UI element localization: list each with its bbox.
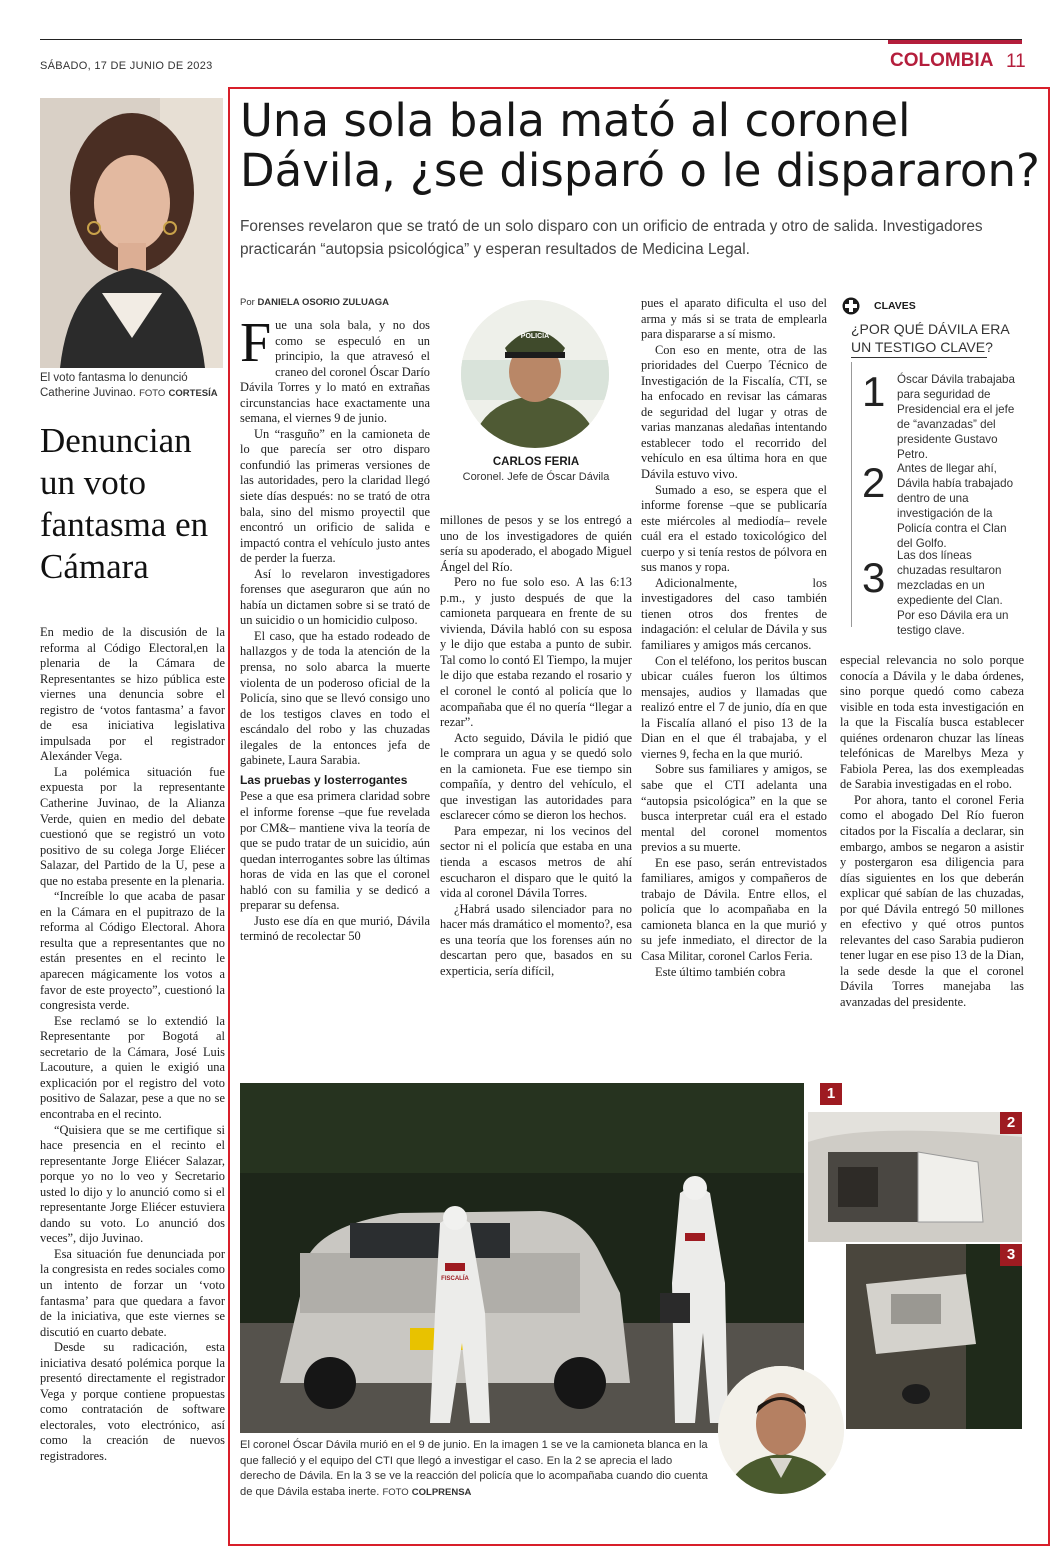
paragraph: Con el teléfono, los peritos buscan ubicar cuáles fueron los últimos mensajes, audios y llamadas que realizó entre el 7 de junio, día en que la Fiscalía allanó el piso 13 de la Dian en el que él trabajaba, y el viernes 9, fecha en la que murió. — [641, 653, 827, 761]
clave-text-2: Antes de llegar ahí, Dávila había trabajado dentro de una investigación de la Policía contra el Clan del Golfo. — [897, 462, 1014, 550]
side-story-body — [40, 625, 225, 1465]
main-column-2 — [440, 513, 632, 979]
lead-paragraph — [240, 312, 430, 427]
clave-text-3: Las dos líneas chuzadas resultaron mezcladas en un expediente del Clan. Por eso Dávila era un testigo clave. — [897, 549, 1009, 637]
carlos-feria-portrait — [461, 300, 609, 448]
cap-text: POLICÍA — [520, 333, 550, 340]
claves-side-rule — [851, 362, 852, 627]
paragraph: millones de pesos y se los entregó a uno de los investigadores de quién sería su apoderado, el abogado Miguel Ángel del Río. — [440, 513, 632, 574]
main-column-3 — [641, 296, 827, 980]
vehicle-interior-photo — [808, 1112, 1022, 1242]
claves-divider — [851, 357, 987, 358]
page-number: 11 — [1006, 51, 1026, 72]
paragraph: El caso, que ha estado rodeado de hallazgos y de toda la atención de la prensa, no solo abarca la muerte violenta de un poderoso oficial de la Policía, sino que se llevó consigo uno de los testigos claves en todo el escándalo del robo y las chuzadas ilegales de la entonces jefa de gabinete, Laura Sarabia. — [240, 628, 430, 768]
paragraph: Pero no fue solo eso. A las 6:13 p.m., y justo después de que la camioneta parqueara en frente de su vivienda, Dávila habló con su esposa y le dijo que estaba a punto de subir. Tal como lo contó El Tiempo, la mujer le dijo que estaba rezando el rosario y el coronel le contó al policía que lo acompañaba que él no quería “llegar a rezar”. — [440, 575, 632, 730]
crime-scene-illustration — [240, 1083, 804, 1433]
credit-prefix: FOTO — [139, 388, 166, 399]
paragraph: “Quisiera que se me certifique si hace presencia en el recinto el representante Jorge Eliécer Salazar, porque yo no lo veo y Secretario usted lo dijo y lo anunció como si el representante Jorge Eliécer estuviera dando su voto. Lo anunció dos veces”, dijo Juvinao. — [40, 1122, 225, 1246]
side-headline: Denuncian un voto fantasma en Cámara — [40, 421, 209, 586]
paragraph: Adicionalmente, los investigadores del caso también tienen otros dos frentes de indagación: el celular de Dávila y sus familiares y amigos más cercanos. — [641, 575, 827, 653]
lead-text: ue una sola bala, y no dos como se especuló en un principio, la que atravesó el craneo del coronel Óscar Darío Dávila Torres y lo mató en extrañas circunstancias hace exactamente una semana, el viernes 9 de junio. — [240, 318, 430, 426]
paragraph: Justo ese día en que murió, Dávila terminó de recolectar 50 — [240, 913, 430, 944]
paragraph: Pese a que esa primera claridad sobre el informe forense –que fue revelada por CM&– mantiene viva la teoría de que se pudo tratar de un suicidio, aún quedan interrogantes sobre las últimas horas de vida en las que el coronel habló con su familia y se dedicó a preparar su defensa. — [240, 789, 430, 913]
main-headline: Una sola bala mató al coronel Dávila, ¿se disparó o le dispararon? — [240, 94, 1040, 197]
paragraph: ¿Habrá usado silenciador para no hacer más dramático el momento?, esa es una teoría que los forenses aún no descartan pero que, basados en su experticia, sería difícil, — [440, 901, 632, 978]
credit-name: CORTESÍA — [168, 388, 218, 399]
paragraph: especial relevancia no solo porque conocía a Dávila y le daba órdenes, sino porque quedó como cabeza visible en toda esta investigación en la que la Fiscalía busca establecer quiénes ordenaron chuzar las líneas telefónicas de Marelbys Meza y Fabiola Perea, las dos exempleadas de Sarabia investigadas en el robo. — [840, 653, 1024, 792]
clave-text-1: Óscar Dávila trabajaba para seguridad de Presidencial era el jefe de “avanzadas” del presidente Gustavo Petro. — [897, 373, 1015, 461]
claves-question: ¿POR QUÉ DÁVILA ERA UN TESTIGO CLAVE? — [851, 321, 1009, 355]
davila-illustration — [718, 1366, 844, 1494]
paragraph: En ese paso, serán entrevistados familiares, amigos y compañeros de trabajo de Dávila. Entre ellos, el policía que lo acompañaba en la camioneta blanca en la que murió y su jefe inmediato, el director de la Casa Militar, coronel Carlos Feria. — [641, 855, 827, 963]
oscar-davila-portrait — [718, 1366, 844, 1494]
plus-cross-icon — [842, 297, 860, 315]
paragraph: Un “rasguño” en la camioneta de lo que parecía ser otro disparo confundió las primeras versiones de las autoridades, pero la claridad llegó siete días después: no se trató de otra bala, sino del mismo proyectil que encontró un orificio de salida e impactó contra el vehículo justo antes de perder la fuerza. — [240, 426, 430, 566]
aerial-scene-illustration — [846, 1244, 1022, 1429]
issue-date: SÁBADO, 17 DE JUNIO DE 2023 — [40, 60, 213, 72]
paragraph: Sobre sus familiares y amigos, se sabe que el CTI adelanta una “autopsia psicológica” en la que se busca interpretar cuál era el estado mental del coronel momentos previos a su muerte. — [641, 762, 827, 855]
paragraph: La polémica situación fue expuesta por la representante Catherine Juvinao, de la Alianza Verde, quien en medio del debate cuestionó que se registró un voto positivo de su colega Jorge Eliécer Salazar, del Partido de la U, pese a que no estaba presente en la plenaria. — [40, 764, 225, 888]
dropcap: F — [240, 312, 272, 374]
section-name: COLOMBIA — [890, 50, 994, 71]
paragraph: Así lo revelaron investigadores forenses que aseguraron que aún no había un dictamen sobre si se trató de un suicidio o un homicidio culposo. — [240, 566, 430, 628]
juvinao-photo — [40, 98, 223, 368]
portrait-name: CARLOS FERIA — [492, 456, 580, 468]
photo-caption — [240, 1438, 710, 1500]
aerial-scene-photo — [846, 1244, 1022, 1429]
paragraph: Este último también cobra — [655, 964, 786, 979]
paragraph: “Increíble lo que acaba de pasar en la Cámara en el pupitrazo de la reforma al Código Electoral. Ahora resulta que a representantes que no están presentes en el recinto le aparecen mágicamente los votos a favor de este proyecto”, cuestionó la congresista verde. — [40, 889, 225, 1013]
photo-badge-3: 3 — [1000, 1244, 1022, 1266]
main-column-1 — [240, 312, 430, 945]
juvinao-photo-caption — [40, 371, 226, 401]
paragraph: Por ahora, tanto el coronel Feria como el abogado Del Río fueron citados por la Fiscalía a declarar, sin embargo, ambos se negaron a asistir y postergaron esa diligencia para días siguientes en los que deberán explicar qué sabían de las chuzadas, por qué Dávila entregó 50 millones en efectivo y qué otros puntos relevantes del caso Sarabia pudieron tener lugar en ese piso 13 de la Dian, la sede desde la que el coronel Dávila Torres manejaba las avanzadas del presidente. — [840, 792, 1024, 1010]
photo-badge-2: 2 — [1000, 1112, 1022, 1134]
paragraph: Para empezar, ni los vecinos del sector ni el policía que estaba en una tienda a escasos metros de ahí escucharon el disparo que le quitó la vida al coronel Dávila Torres. — [440, 823, 632, 901]
main-deck: Forenses revelaron que se trató de un solo disparo con un orificio de entrada y otro de salida. Investigadores practicarán “autopsia psicológica” y esperan resultados de Medicina Legal. — [240, 218, 983, 258]
paragraph: Esa situación fue denunciada por la congresista en redes sociales como un intento de forzar un ‘voto fantasma’ para que quedara a favor de la iniciativa, que este viernes se discutió en cuarto debate. — [40, 1246, 225, 1339]
credit-name: COLPRENSA — [411, 1486, 472, 1498]
claves-label: CLAVES — [874, 300, 916, 312]
paragraph: Ese reclamó se lo extendió la Representante por Bogotá al secretario de la Cámara, José Luis Lacouture, a quien le exigió una explicación por el registro del voto positivo de Salazar, pese a que no se encontraba en el recinto. — [40, 1013, 225, 1121]
crime-scene-photo — [240, 1083, 804, 1433]
paragraph: pues el aparato dificulta el uso del arma y más si se trata de emplearla para dispararse a sí mismo. — [641, 296, 827, 342]
clave-number-2: 2 — [862, 459, 886, 506]
byline-prefix: Por — [240, 297, 255, 308]
vehicle-interior-illustration — [808, 1112, 1022, 1242]
portrait-illustration — [461, 300, 609, 448]
section-accent-bar — [888, 40, 1022, 44]
portrait-role: Coronel. Jefe de Óscar Dávila — [462, 471, 610, 483]
header-rule — [40, 39, 1022, 40]
caption-text: El coronel Óscar Dávila murió en el 9 de junio. En la imagen 1 se ve la camioneta blanca en la que falleció y el equipo del CTI que llegó a investigar el caso. En la 2 se aprecia el lado derecho de Dávila. En la 3 se ve la reacción del policía que lo acompañaba cuando dio cuenta de que Dávila estaba inerte. — [240, 1439, 708, 1498]
paragraph: Desde su radicación, esta iniciativa desató polémica porque la presentó directamente el registrador Vega y porque contiene propuestas como contratación de software electorales, voto electrónico, así como la creación de nuevos registradores. — [40, 1340, 225, 1463]
clave-number-3: 3 — [862, 554, 886, 601]
suit-label: FISCALÍA — [441, 1276, 469, 1282]
caption-text: El voto fantasma lo denunció Catherine Juvinao. — [40, 372, 188, 399]
credit-prefix: FOTO — [382, 1486, 409, 1498]
clave-number-1: 1 — [862, 368, 886, 415]
photo-badge-1: 1 — [820, 1083, 842, 1105]
juvinao-illustration — [40, 98, 223, 368]
paragraph: Acto seguido, Dávila le pidió que le comprara un agua y se quedó solo en la camioneta. Fue ese tiempo sin compañía, y dentro del vehículo, el que investigan las autoridades para esclarecer cómo se dieron los hechos. — [440, 730, 632, 823]
paragraph: Con eso en mente, otra de las prioridades del Cuerpo Técnico de Investigación de la Fiscalía, CTI, se ha enfocado en revisar las cámaras de seguridad del lugar y otras de varias manzanas aledañas intentando establecer todo el recorrido del vehículo en esa última hora en que Dávila estuvo vivo. — [641, 342, 827, 482]
paragraph: En medio de la discusión de la reforma al Código Electoral,en la plenaria de la Cámara de Representantes se hizo pública este viernes una denuncia sobre el registro de ‘votos fantasma’ a favor de esa iniciativa legislativa impulsada por el registrador Alexánder Vega. — [40, 625, 225, 764]
paragraph: Sumado a eso, se espera que el informe forense –que se publicaría este miércoles al mediodía– revele cuál era el estado toxicológico del cuerpo y si tenía restos de pólvora en sus manos y ropa. — [641, 482, 827, 575]
byline-author: DANIELA OSORIO ZULUAGA — [257, 297, 390, 308]
subhead: Las pruebas y losterrogantes — [240, 772, 408, 787]
byline — [240, 297, 389, 308]
main-column-4 — [840, 653, 1024, 1011]
